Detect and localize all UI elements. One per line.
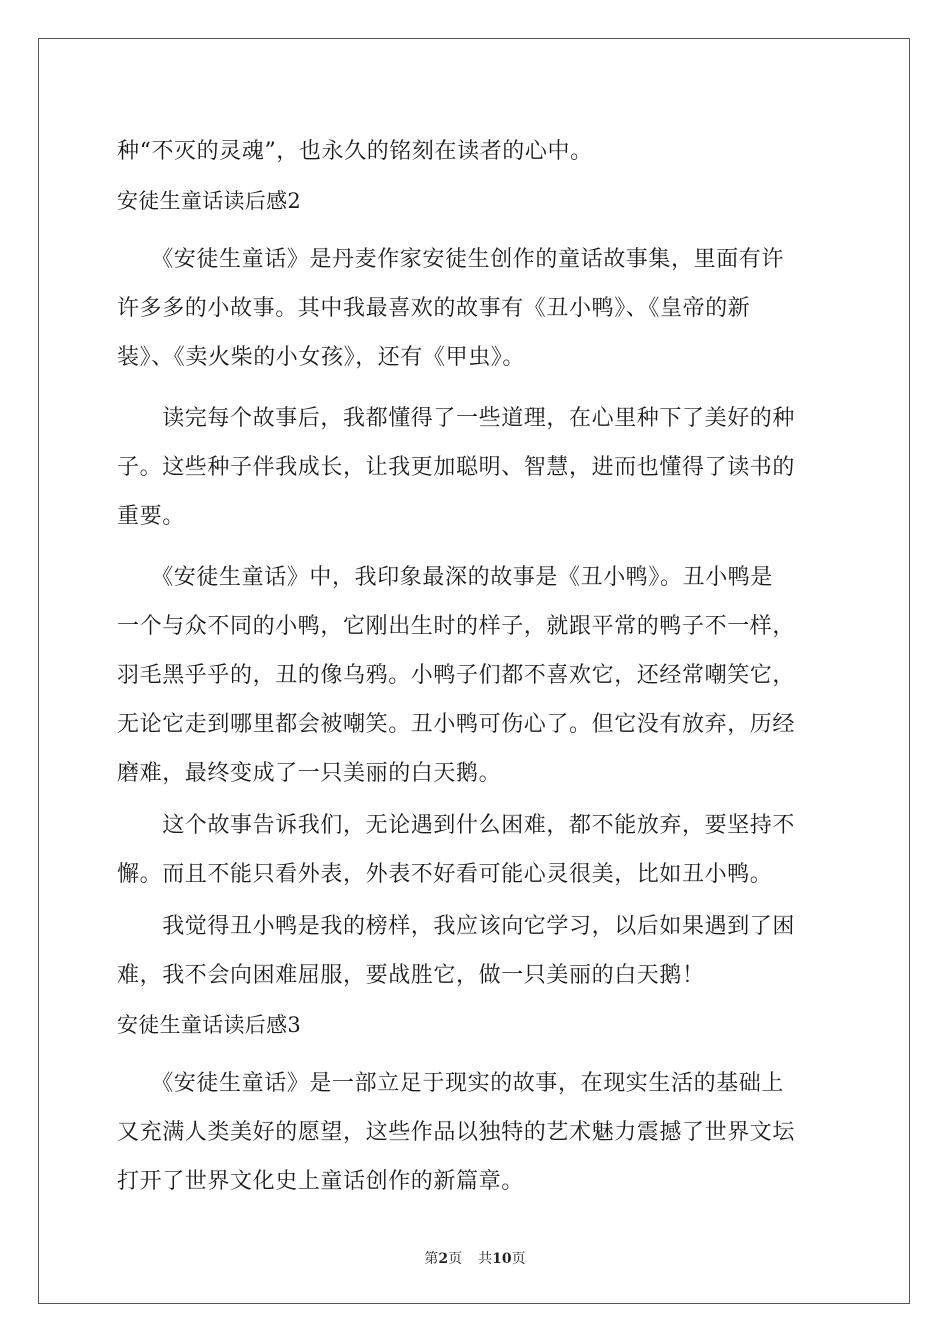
paragraph-line: 懈。而且不能只看外表，外表不好看可能心灵很美，比如丑小鸭。 xyxy=(117,862,773,887)
section-heading-2: 安徒生童话读后感2 xyxy=(117,189,302,213)
paragraph-line: 装》、《卖火柴的小女孩》，还有《甲虫》。 xyxy=(117,345,526,370)
total-pages: 10 xyxy=(492,1251,512,1267)
paragraph-line: 磨难，最终变成了一只美丽的白天鹅。 xyxy=(117,761,502,786)
paragraph-line: 又充满人类美好的愿望，这些作品以独特的艺术魅力震撼了世界文坛 xyxy=(117,1120,796,1145)
paragraph-line: 难，我不会向困难屈服，要战胜它，做一只美丽的白天鹅！ xyxy=(117,963,705,988)
paragraph-line: 种“不灭的灵魂”，也永久的铭刻在读者的心中。 xyxy=(117,139,593,164)
paragraph-line: 羽毛黑乎乎的，丑的像乌鸦。小鸭子们都不喜欢它，还经常嘲笑它， xyxy=(117,663,796,688)
section-heading-3: 安徒生童话读后感3 xyxy=(117,1013,302,1037)
paragraph-line: 《安徒生童话》是一部立足于现实的故事，在现实生活的基础上 xyxy=(117,1071,785,1096)
paragraph-line: 读完每个故事后，我都懂得了一些道理，在心里种下了美好的种 xyxy=(117,406,796,431)
paragraph-line: 一个与众不同的小鸭，它刚出生时的样子，就跟平常的鸭子不一样， xyxy=(117,614,796,639)
page-footer xyxy=(0,1248,950,1268)
page-prefix: 第 xyxy=(424,1251,439,1267)
paragraph-line: 许多多的小故事。其中我最喜欢的故事有《丑小鸭》、《皇帝的新 xyxy=(117,296,751,321)
paragraph-line: 《安徒生童话》是丹麦作家安徒生创作的童话故事集，里面有许 xyxy=(117,247,785,272)
paragraph-line: 这个故事告诉我们，无论遇到什么困难，都不能放弃，要坚持不 xyxy=(117,813,796,838)
page-suffix: 页 xyxy=(448,1251,463,1267)
paragraph-line: 重要。 xyxy=(117,504,185,529)
page-number: 2 xyxy=(438,1251,449,1267)
document-body xyxy=(117,127,833,1206)
paragraph-line: 《安徒生童话》中，我印象最深的故事是《丑小鸭》。丑小鸭是 xyxy=(117,565,774,590)
total-suffix: 页 xyxy=(511,1251,526,1267)
paragraph-line: 我觉得丑小鸭是我的榜样，我应该向它学习，以后如果遇到了困 xyxy=(117,914,796,939)
paragraph-line: 子。这些种子伴我成长，让我更加聪明、智慧，进而也懂得了读书的 xyxy=(117,455,796,480)
total-prefix: 共 xyxy=(478,1251,493,1267)
paragraph-line: 无论它走到哪里都会被嘲笑。丑小鸭可伤心了。但它没有放弃，历经 xyxy=(117,712,796,737)
paragraph-line: 打开了世界文化史上童话创作的新篇章。 xyxy=(117,1169,524,1194)
